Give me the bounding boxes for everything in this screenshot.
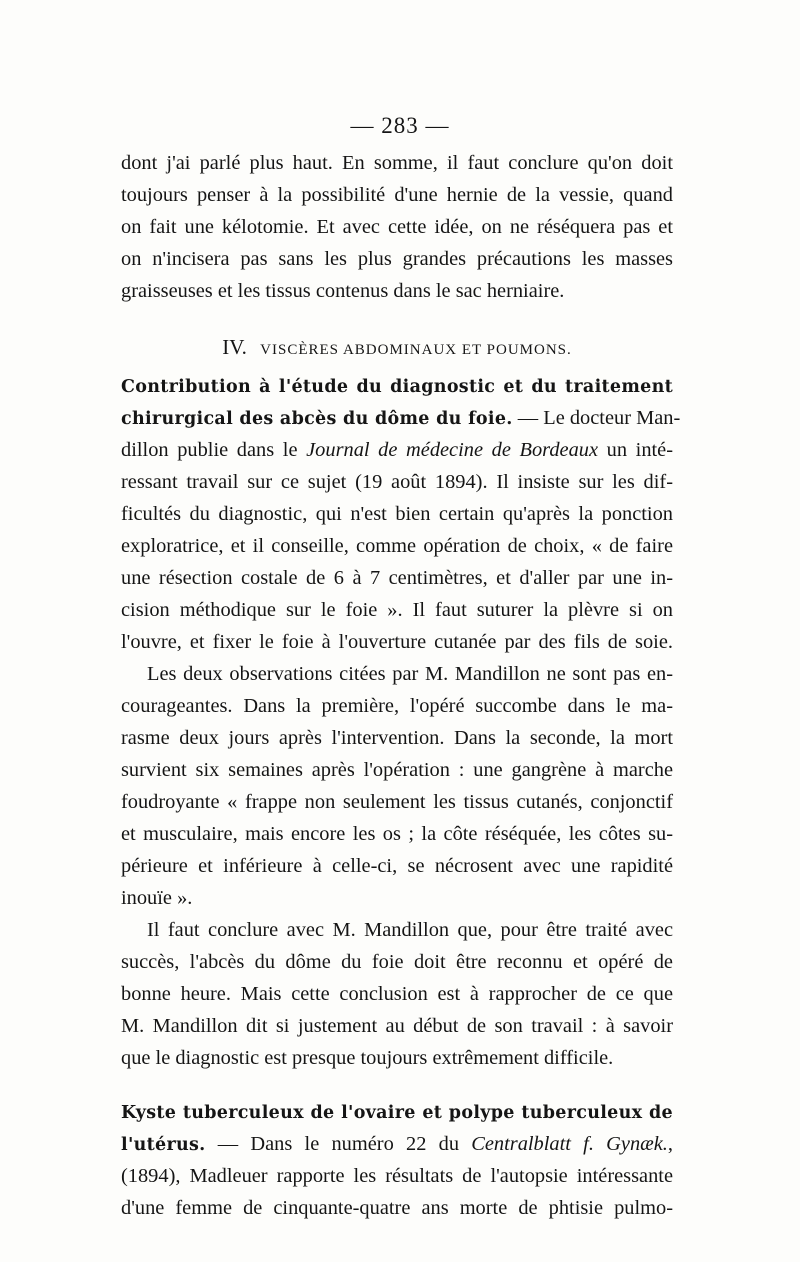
text-line: une résection costale de 6 à 7 centimètres, et d'aller par une in- [121, 567, 673, 589]
journal-title: Journal de médecine de Bordeaux [306, 439, 599, 461]
text-line: dont j'ai parlé plus haut. En somme, il faut conclure qu'on doit [121, 152, 673, 174]
text-line: périeure et inférieure à celle-ci, se nécrosent avec une rapidité [121, 855, 673, 877]
text-span: dillon publie dans le [121, 439, 307, 461]
text-line: bonne heure. Mais cette conclusion est à rapprocher de ce que [121, 983, 673, 1005]
article-title-line [121, 402, 681, 434]
text-line: (1894), Madleuer rapporte les résultats de l'autopsie intéressante [121, 1165, 673, 1187]
text-line: on fait une kélotomie. Et avec cette idée, on ne réséquera pas et [121, 216, 673, 238]
section-title: VISCÈRES ABDOMINAUX ET POUMONS. [260, 342, 572, 358]
text-span: , [667, 1133, 673, 1155]
text-line: toujours penser à la possibilité d'une hernie de la vessie, quand [121, 184, 673, 206]
text-line [121, 1128, 673, 1160]
article-title-line [121, 1096, 673, 1128]
text-line: foudroyante « frappe non seulement les tissus cutanés, conjonctif [121, 791, 673, 813]
page-number: — 283 — [350, 113, 450, 138]
text-span: un inté- [598, 439, 674, 461]
text-line: ressant travail sur ce sujet (19 août 1894). Il insiste sur les dif- [121, 471, 673, 493]
section-heading [121, 330, 673, 364]
text-line: que le diagnostic est presque toujours extrêmement difficile. [121, 1047, 614, 1069]
text-line: rasme deux jours après l'intervention. Dans la seconde, la mort [121, 727, 673, 749]
text-line: cision méthodique sur le foie ». Il faut suturer la plèvre si on [121, 599, 673, 621]
article-title: Kyste tuberculeux de l'ovaire et polype tuberculeux de [121, 1103, 673, 1123]
section-number: IV. [222, 335, 247, 359]
text-line [121, 434, 673, 466]
text-line: inouïe ». [121, 887, 193, 909]
text-line: et musculaire, mais encore les os ; la côte réséquée, les côtes su- [121, 823, 673, 845]
text-line: ficultés du diagnostic, qui n'est bien certain qu'après la ponction [121, 503, 673, 525]
text-span: — Dans le numéro 22 du [205, 1133, 472, 1155]
text-line: M. Mandillon dit si justement au début de son travail : à savoir [121, 1015, 673, 1037]
text-line: l'ouvre, et fixer le foie à l'ouverture cutanée par des fils de soie. [121, 631, 673, 653]
text-line: on n'incisera pas sans les plus grandes précautions les masses [121, 248, 673, 270]
text-line: survient six semaines après l'opération : une gangrène à marche [121, 759, 673, 781]
article-title: chirurgical des abcès du dôme du foie. [121, 409, 513, 429]
article-title: l'utérus. [121, 1135, 206, 1155]
article-title-line [121, 370, 673, 402]
text-line: courageantes. Dans la première, l'opéré succombe dans le ma- [121, 695, 673, 717]
text-span: — Le docteur Man- [512, 407, 681, 429]
article-title: Contribution à l'étude du diagnostic et du traitement [121, 377, 673, 397]
text-column [121, 147, 681, 1224]
journal-title: Centralblatt f. Gynæk. [471, 1133, 668, 1155]
text-line: Il faut conclure avec M. Mandillon que, pour être traité avec [147, 919, 673, 941]
paragraph-gap [121, 1074, 673, 1096]
text-line: Les deux observations citées par M. Mandillon ne sont pas en- [147, 663, 673, 685]
text-line: succès, l'abcès du dôme du foie doit être reconnu et opéré de [121, 951, 673, 973]
text-line: d'une femme de cinquante-quatre ans morte de phtisie pulmo- [121, 1197, 673, 1219]
text-line: graisseuses et les tissus contenus dans le sac herniaire. [121, 280, 565, 302]
text-line: exploratrice, et il conseille, comme opération de choix, « de faire [121, 535, 673, 557]
